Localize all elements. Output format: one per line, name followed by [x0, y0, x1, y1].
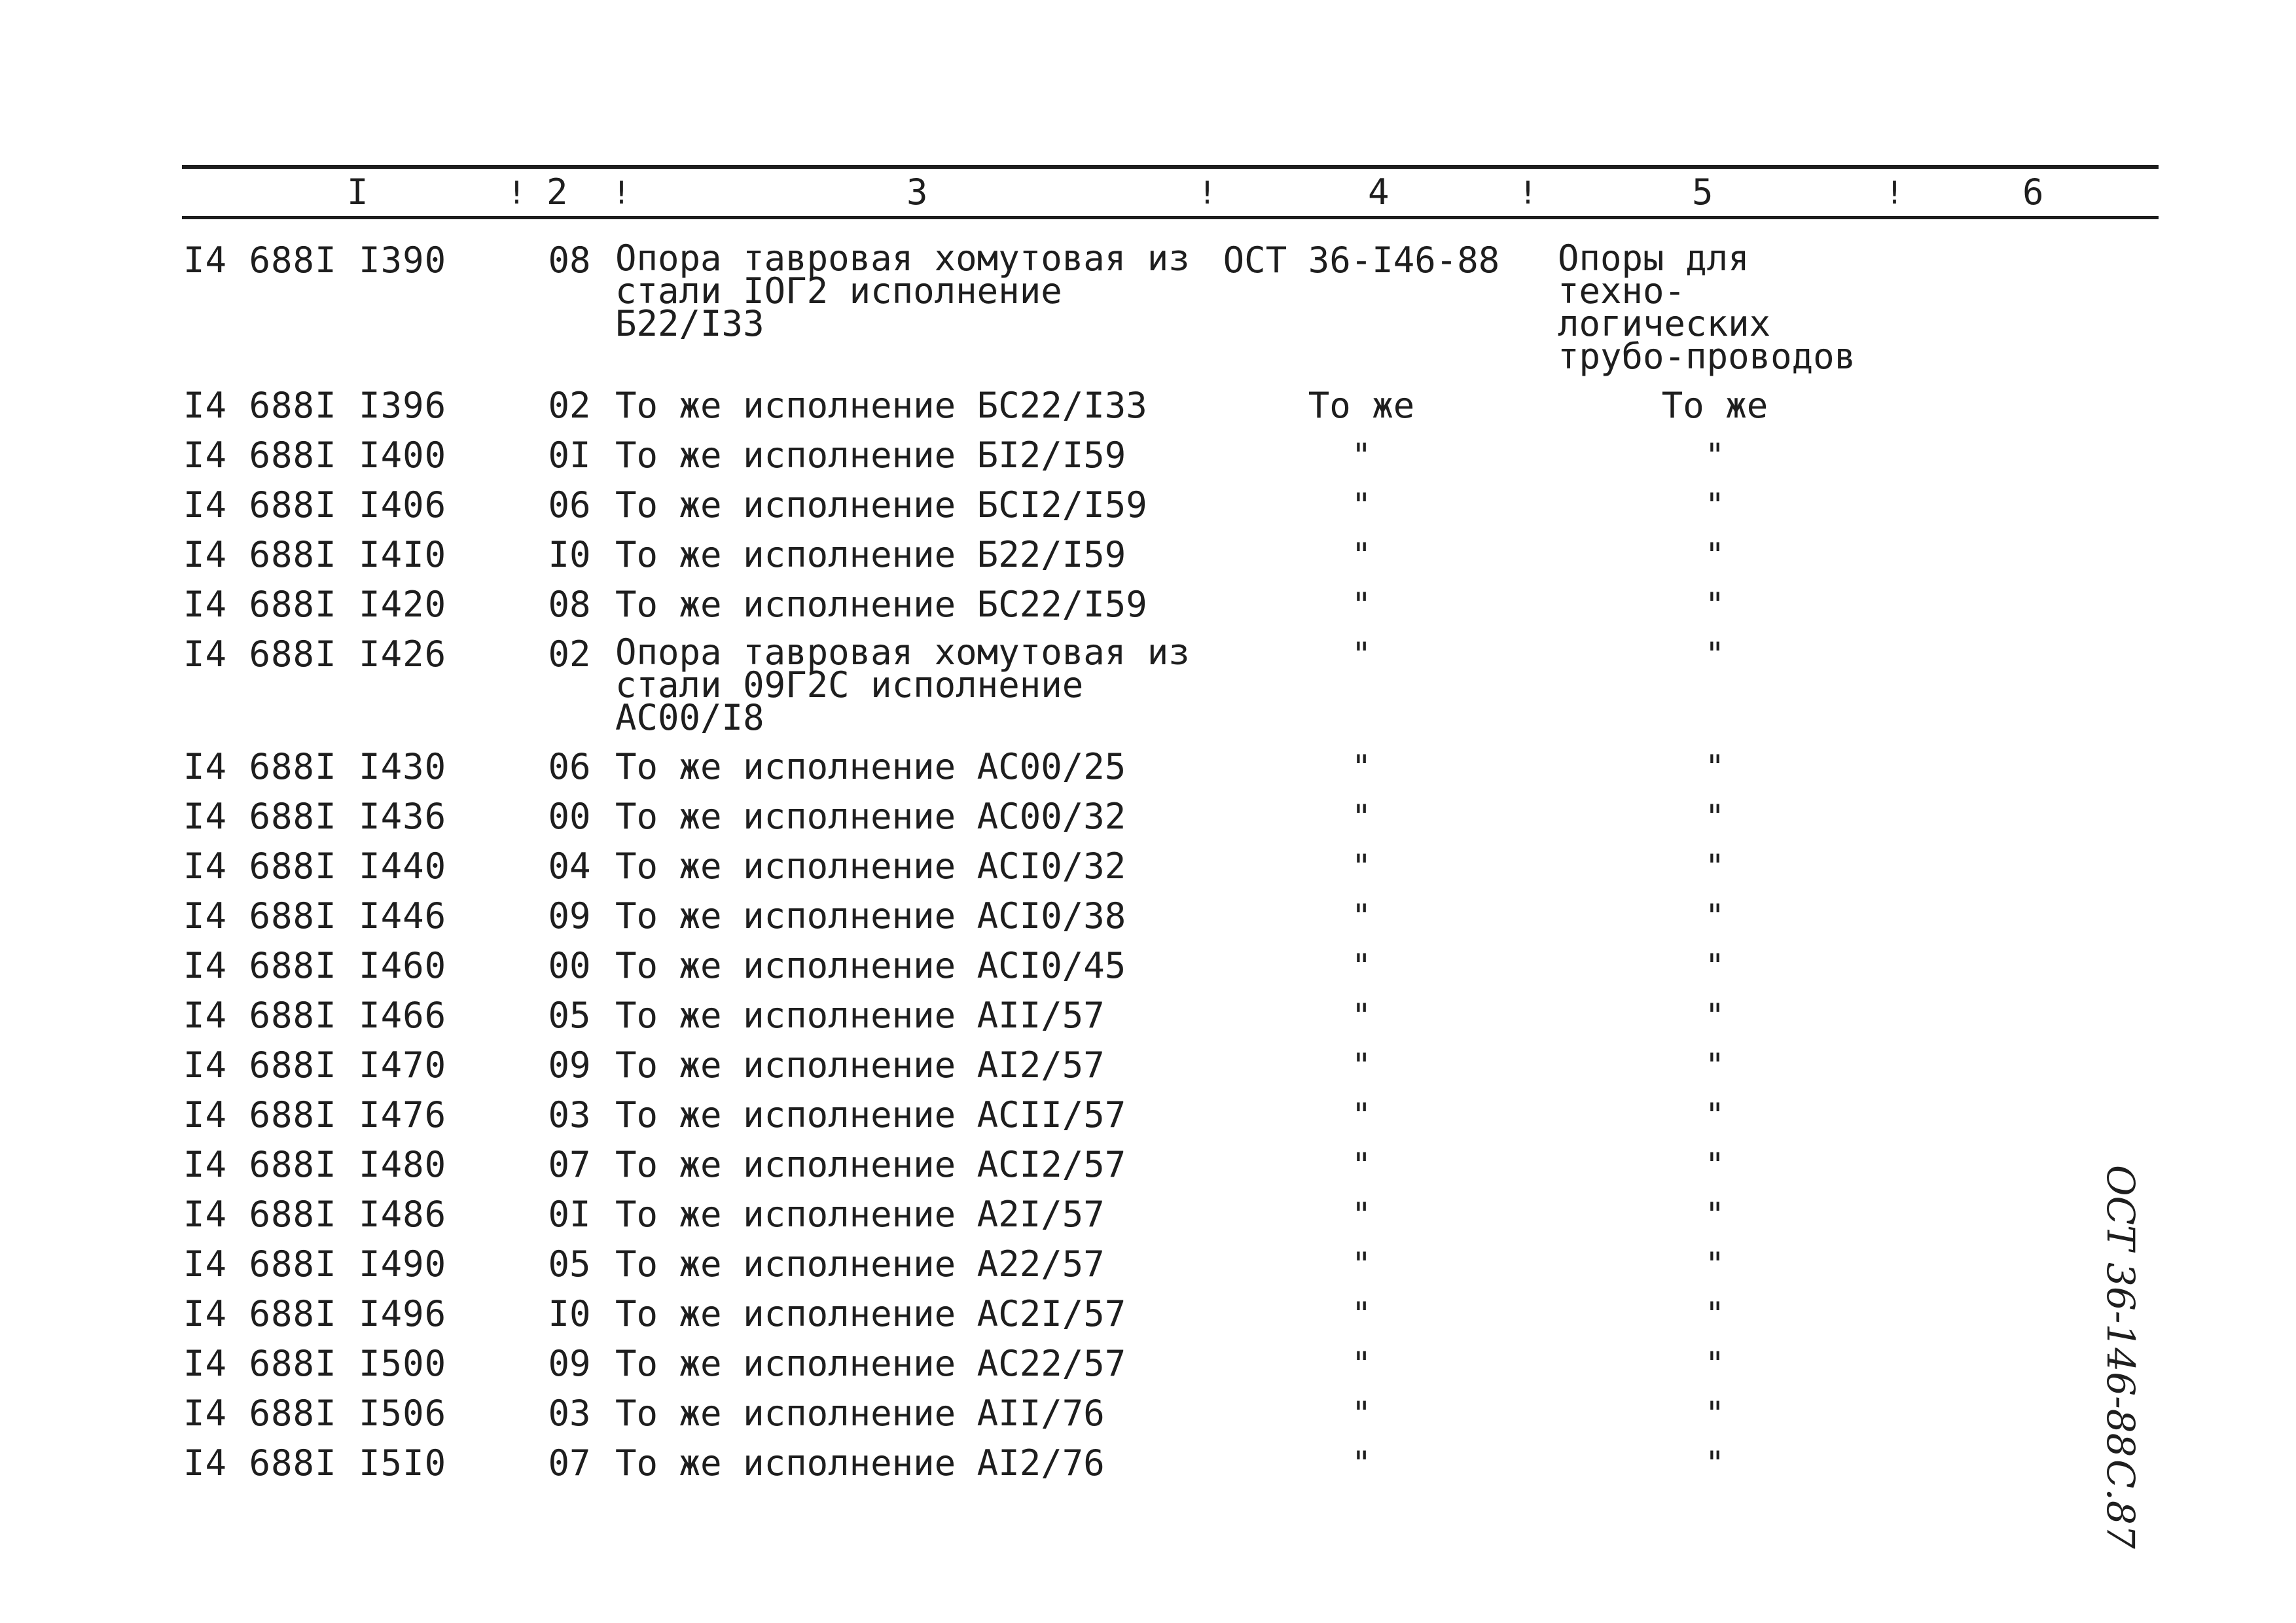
- row-description: То же исполнение БСI2/I59: [615, 484, 1147, 526]
- row-purpose: ": [1704, 1295, 1725, 1333]
- row-number: 00: [548, 945, 591, 986]
- row-code: I4 688I I476: [183, 1094, 447, 1135]
- row-number: 02: [548, 385, 591, 426]
- table-row: [183, 1339, 2042, 1389]
- row-description: То же исполнение АСI0/45: [615, 945, 1126, 986]
- row-code: I4 688I I406: [183, 484, 447, 526]
- row-number: 09: [548, 1044, 591, 1086]
- row-standard: ": [1351, 536, 1372, 574]
- row-standard: ": [1351, 437, 1372, 474]
- row-number: 08: [548, 584, 591, 625]
- header-col-4: 4: [1368, 171, 1390, 213]
- row-standard: ": [1351, 1245, 1372, 1283]
- row-standard: ОСТ 36-I46-88: [1223, 240, 1500, 281]
- row-code: I4 688I I506: [183, 1393, 447, 1434]
- table-row: [183, 792, 2042, 842]
- row-purpose: ": [1704, 1046, 1725, 1084]
- row-description: Опора тавровая хомутовая из стали 09Г2С исполнение АС00/I8: [615, 632, 1190, 738]
- row-code: I4 688I I446: [183, 895, 447, 936]
- row-number: 06: [548, 484, 591, 526]
- row-code: I4 688I I500: [183, 1343, 447, 1384]
- row-standard: ": [1351, 847, 1372, 885]
- row-purpose: ": [1704, 437, 1725, 474]
- row-standard: То же: [1308, 385, 1415, 426]
- row-code: I4 688I I496: [183, 1293, 447, 1334]
- row-purpose: ": [1704, 1395, 1725, 1433]
- table-row: [183, 1041, 2042, 1090]
- row-description: Опора тавровая хомутовая из стали IОГ2 исполнение Б22/I33: [615, 238, 1190, 344]
- row-standard: ": [1351, 1345, 1372, 1383]
- header-col-5: 5: [1692, 171, 1713, 213]
- row-number: 04: [548, 846, 591, 887]
- row-purpose: Опоры для техно-логических трубо-проводов: [1558, 238, 1856, 377]
- row-code: I4 688I I480: [183, 1144, 447, 1185]
- row-purpose: ": [1704, 798, 1725, 836]
- table-row: [183, 236, 2042, 381]
- row-purpose: ": [1704, 748, 1725, 786]
- row-description: То же исполнение АС22/57: [615, 1343, 1126, 1384]
- row-description: То же исполнение А2I/57: [615, 1194, 1105, 1235]
- row-purpose: ": [1704, 1345, 1725, 1383]
- row-code: I4 688I I440: [183, 846, 447, 887]
- row-description: То же исполнение БI2/I59: [615, 435, 1126, 476]
- table-row: [183, 381, 2042, 431]
- header-col-2: 2: [547, 171, 568, 213]
- row-description: То же исполнение А22/57: [615, 1243, 1105, 1285]
- row-purpose: ": [1704, 947, 1725, 985]
- row-description: То же исполнение АС2I/57: [615, 1293, 1126, 1334]
- row-purpose: ": [1704, 486, 1725, 524]
- table-row: [183, 1090, 2042, 1140]
- row-number: 07: [548, 1144, 591, 1185]
- table-row: [183, 842, 2042, 891]
- row-number: I0: [548, 1293, 591, 1334]
- row-purpose: ": [1704, 1196, 1725, 1234]
- row-standard: ": [1351, 1295, 1372, 1333]
- row-purpose: То же: [1661, 385, 1768, 426]
- row-description: То же исполнение Б22/I59: [615, 534, 1126, 575]
- header-separator: !: [1198, 175, 1217, 211]
- row-description: То же исполнение АСI2/57: [615, 1144, 1126, 1185]
- specification-table: [183, 236, 2042, 1488]
- row-description: То же исполнение АСI0/38: [615, 895, 1126, 936]
- row-standard: ": [1351, 1096, 1372, 1134]
- table-row: [183, 530, 2042, 580]
- row-description: То же исполнение АII/76: [615, 1393, 1105, 1434]
- header-separator: !: [1885, 175, 1904, 211]
- table-row: [183, 1140, 2042, 1190]
- table-row: [183, 891, 2042, 941]
- row-code: I4 688I I426: [183, 633, 447, 675]
- row-number: 05: [548, 1243, 591, 1285]
- header-col-1: I: [347, 171, 368, 213]
- row-description: То же исполнение БС22/I59: [615, 584, 1147, 625]
- row-code: I4 688I I460: [183, 945, 447, 986]
- row-standard: ": [1351, 798, 1372, 836]
- row-standard: ": [1351, 897, 1372, 935]
- row-purpose: ": [1704, 1096, 1725, 1134]
- row-code: I4 688I I396: [183, 385, 447, 426]
- header-top-rule: [182, 165, 2159, 169]
- table-row: [183, 1190, 2042, 1240]
- row-code: I4 688I I420: [183, 584, 447, 625]
- table-row: [183, 1438, 2042, 1488]
- header-separator: !: [612, 175, 631, 211]
- row-code: I4 688I I4I0: [183, 534, 447, 575]
- header-separator: !: [507, 175, 526, 211]
- row-number: 09: [548, 1343, 591, 1384]
- row-purpose: ": [1704, 997, 1725, 1035]
- row-purpose: ": [1704, 1245, 1725, 1283]
- row-number: I0: [548, 534, 591, 575]
- row-number: 00: [548, 796, 591, 837]
- row-description: То же исполнение АС00/25: [615, 746, 1126, 787]
- table-row: [183, 1389, 2042, 1438]
- row-standard: ": [1351, 1146, 1372, 1184]
- row-number: 0I: [548, 1194, 591, 1235]
- row-code: I4 688I I470: [183, 1044, 447, 1086]
- row-number: 06: [548, 746, 591, 787]
- row-standard: ": [1351, 748, 1372, 786]
- row-description: То же исполнение БС22/I33: [615, 385, 1147, 426]
- row-number: 09: [548, 895, 591, 936]
- row-purpose: ": [1704, 635, 1725, 673]
- row-description: То же исполнение АСI0/32: [615, 846, 1126, 887]
- row-code: I4 688I I490: [183, 1243, 447, 1285]
- header-bottom-rule: [182, 216, 2159, 219]
- table-row: [183, 480, 2042, 530]
- row-number: 08: [548, 240, 591, 281]
- row-purpose: ": [1704, 1146, 1725, 1184]
- row-standard: ": [1351, 1046, 1372, 1084]
- table-row: [183, 1289, 2042, 1339]
- table-row: [183, 941, 2042, 991]
- row-standard: ": [1351, 586, 1372, 624]
- row-description: То же исполнение АС00/32: [615, 796, 1126, 837]
- table-row: [183, 742, 2042, 792]
- table-row: [183, 630, 2042, 742]
- row-number: 03: [548, 1393, 591, 1434]
- row-purpose: ": [1704, 847, 1725, 885]
- row-number: 03: [548, 1094, 591, 1135]
- row-standard: ": [1351, 947, 1372, 985]
- row-purpose: ": [1704, 897, 1725, 935]
- side-document-code: ОСТ 36-146-88: [2098, 1165, 2143, 1457]
- row-description: То же исполнение АI2/76: [615, 1442, 1105, 1484]
- table-row: [183, 580, 2042, 630]
- row-code: I4 688I I400: [183, 435, 447, 476]
- row-purpose: ": [1704, 536, 1725, 574]
- row-standard: ": [1351, 486, 1372, 524]
- row-code: I4 688I I486: [183, 1194, 447, 1235]
- side-page-number: С.87: [2098, 1459, 2143, 1549]
- header-col-6: 6: [2022, 171, 2044, 213]
- row-description: То же исполнение АСII/57: [615, 1094, 1126, 1135]
- row-standard: ": [1351, 1395, 1372, 1433]
- header-col-3: 3: [906, 171, 928, 213]
- row-code: I4 688I I466: [183, 995, 447, 1036]
- row-code: I4 688I I430: [183, 746, 447, 787]
- row-standard: ": [1351, 635, 1372, 673]
- row-code: I4 688I I390: [183, 240, 447, 281]
- row-number: 05: [548, 995, 591, 1036]
- header-separator: !: [1518, 175, 1537, 211]
- row-description: То же исполнение АI2/57: [615, 1044, 1105, 1086]
- table-row: [183, 431, 2042, 480]
- row-standard: ": [1351, 1196, 1372, 1234]
- row-standard: ": [1351, 997, 1372, 1035]
- row-number: 02: [548, 633, 591, 675]
- table-row: [183, 991, 2042, 1041]
- row-number: 0I: [548, 435, 591, 476]
- row-code: I4 688I I436: [183, 796, 447, 837]
- row-purpose: ": [1704, 1444, 1725, 1482]
- row-standard: ": [1351, 1444, 1372, 1482]
- row-description: То же исполнение АII/57: [615, 995, 1105, 1036]
- table-row: [183, 1240, 2042, 1289]
- row-purpose: ": [1704, 586, 1725, 624]
- row-code: I4 688I I5I0: [183, 1442, 447, 1484]
- row-number: 07: [548, 1442, 591, 1484]
